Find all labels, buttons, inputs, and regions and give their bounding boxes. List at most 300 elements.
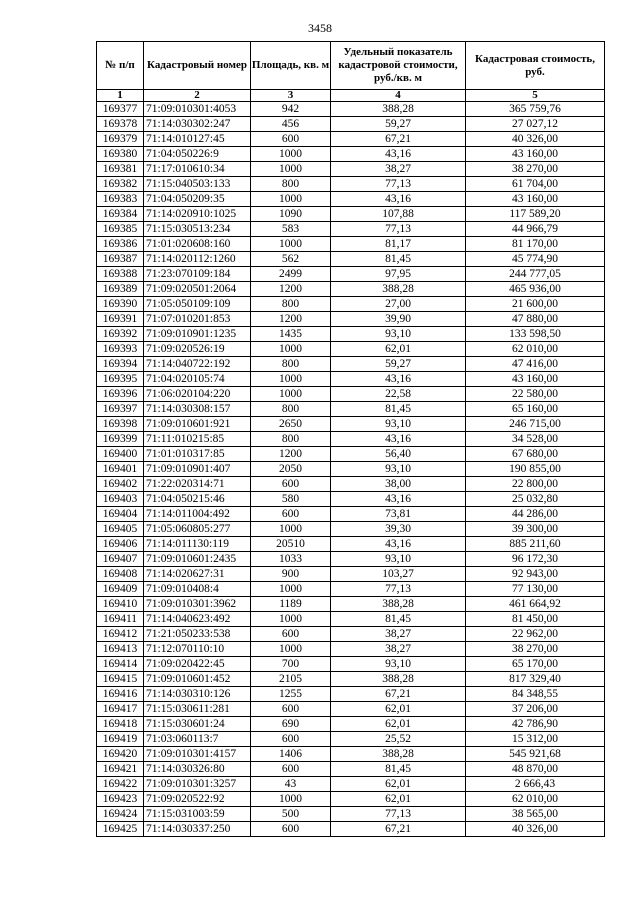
cell-row-number: 169393 [97, 342, 144, 357]
cell-cadastral-number: 71:09:010408:4 [144, 582, 251, 597]
cell-cadastral-number: 71:14:040722:192 [144, 357, 251, 372]
table-row [97, 447, 605, 462]
cell-row-number: 169407 [97, 552, 144, 567]
cell-area: 600 [251, 822, 331, 837]
cell-cadastral-number: 71:05:060805:277 [144, 522, 251, 537]
cell-cadastral-value: 22 580,00 [466, 387, 605, 402]
cell-row-number: 169415 [97, 672, 144, 687]
cell-cadastral-value: 133 598,50 [466, 327, 605, 342]
cell-row-number: 169402 [97, 477, 144, 492]
cell-cadastral-number: 71:15:030601:24 [144, 717, 251, 732]
cell-row-number: 169409 [97, 582, 144, 597]
cell-cadastral-number: 71:14:030337:250 [144, 822, 251, 837]
cell-row-number: 169416 [97, 687, 144, 702]
cell-cadastral-number: 71:23:070109:184 [144, 267, 251, 282]
cell-specific-value: 97,95 [331, 267, 466, 282]
cell-cadastral-number: 71:09:010601:2435 [144, 552, 251, 567]
cell-specific-value: 93,10 [331, 417, 466, 432]
cell-row-number: 169424 [97, 807, 144, 822]
cell-cadastral-value: 27 027,12 [466, 117, 605, 132]
cell-cadastral-number: 71:09:020522:92 [144, 792, 251, 807]
cell-cadastral-value: 61 704,00 [466, 177, 605, 192]
cell-cadastral-value: 21 600,00 [466, 297, 605, 312]
cell-specific-value: 67,21 [331, 822, 466, 837]
cell-row-number: 169378 [97, 117, 144, 132]
cell-row-number: 169377 [97, 102, 144, 117]
cell-cadastral-value: 81 170,00 [466, 237, 605, 252]
cell-specific-value: 59,27 [331, 357, 466, 372]
table-row [97, 672, 605, 687]
cell-area: 1000 [251, 522, 331, 537]
cell-row-number: 169406 [97, 537, 144, 552]
cell-row-number: 169380 [97, 147, 144, 162]
table-row [97, 552, 605, 567]
table-row [97, 207, 605, 222]
cell-cadastral-value: 15 312,00 [466, 732, 605, 747]
cell-specific-value: 43,16 [331, 147, 466, 162]
cell-specific-value: 107,88 [331, 207, 466, 222]
table-row [97, 282, 605, 297]
cell-cadastral-value: 38 565,00 [466, 807, 605, 822]
cell-area: 1000 [251, 612, 331, 627]
table-row [97, 297, 605, 312]
column-number: 4 [331, 90, 466, 102]
cell-cadastral-value: 96 172,30 [466, 552, 605, 567]
cell-row-number: 169410 [97, 597, 144, 612]
cell-specific-value: 388,28 [331, 282, 466, 297]
cell-cadastral-value: 67 680,00 [466, 447, 605, 462]
cell-cadastral-value: 117 589,20 [466, 207, 605, 222]
cell-cadastral-value: 365 759,76 [466, 102, 605, 117]
cell-specific-value: 77,13 [331, 177, 466, 192]
cell-cadastral-number: 71:01:020608:160 [144, 237, 251, 252]
header-cadastral-number: Кадастровый номер [144, 42, 251, 90]
cell-area: 600 [251, 762, 331, 777]
cell-cadastral-value: 817 329,40 [466, 672, 605, 687]
cell-specific-value: 39,90 [331, 312, 466, 327]
cell-cadastral-value: 25 032,80 [466, 492, 605, 507]
cell-specific-value: 22,58 [331, 387, 466, 402]
cell-area: 1000 [251, 237, 331, 252]
cell-row-number: 169400 [97, 447, 144, 462]
cell-cadastral-number: 71:06:020104:220 [144, 387, 251, 402]
cell-cadastral-value: 77 130,00 [466, 582, 605, 597]
cell-specific-value: 67,21 [331, 132, 466, 147]
table-row [97, 687, 605, 702]
cell-row-number: 169420 [97, 747, 144, 762]
cell-area: 20510 [251, 537, 331, 552]
cell-specific-value: 38,27 [331, 642, 466, 657]
table-row [97, 492, 605, 507]
cell-specific-value: 39,30 [331, 522, 466, 537]
table-row [97, 462, 605, 477]
cell-specific-value: 93,10 [331, 552, 466, 567]
cell-row-number: 169396 [97, 387, 144, 402]
cell-row-number: 169383 [97, 192, 144, 207]
cell-row-number: 169425 [97, 822, 144, 837]
cell-specific-value: 103,27 [331, 567, 466, 582]
cell-area: 562 [251, 252, 331, 267]
table-row [97, 807, 605, 822]
cell-cadastral-number: 71:14:020112:1260 [144, 252, 251, 267]
cell-cadastral-value: 244 777,05 [466, 267, 605, 282]
table-row [97, 252, 605, 267]
cell-row-number: 169394 [97, 357, 144, 372]
cell-area: 1200 [251, 447, 331, 462]
table-row [97, 747, 605, 762]
table-row [97, 732, 605, 747]
table-row [97, 162, 605, 177]
table-row [97, 132, 605, 147]
cell-specific-value: 93,10 [331, 327, 466, 342]
cell-cadastral-number: 71:14:020627:31 [144, 567, 251, 582]
cadastre-table [96, 41, 605, 837]
table-header [97, 42, 605, 102]
cell-row-number: 169386 [97, 237, 144, 252]
cell-specific-value: 27,00 [331, 297, 466, 312]
table-row [97, 327, 605, 342]
cell-specific-value: 43,16 [331, 192, 466, 207]
cell-specific-value: 388,28 [331, 747, 466, 762]
cell-area: 1406 [251, 747, 331, 762]
table-row [97, 717, 605, 732]
cell-row-number: 169401 [97, 462, 144, 477]
cell-area: 1000 [251, 792, 331, 807]
table-row [97, 387, 605, 402]
cell-row-number: 169414 [97, 657, 144, 672]
cell-area: 800 [251, 177, 331, 192]
cell-specific-value: 43,16 [331, 492, 466, 507]
cell-row-number: 169390 [97, 297, 144, 312]
cell-cadastral-value: 43 160,00 [466, 147, 605, 162]
page-number: 3458 [308, 21, 332, 35]
cell-row-number: 169399 [97, 432, 144, 447]
table-row [97, 507, 605, 522]
table-row [97, 537, 605, 552]
cell-row-number: 169384 [97, 207, 144, 222]
cell-cadastral-value: 45 774,90 [466, 252, 605, 267]
column-number: 5 [466, 90, 605, 102]
table-row [97, 102, 605, 117]
table-row [97, 627, 605, 642]
cell-specific-value: 62,01 [331, 792, 466, 807]
cell-cadastral-number: 71:17:010610:34 [144, 162, 251, 177]
cell-cadastral-value: 190 855,00 [466, 462, 605, 477]
cell-cadastral-number: 71:09:010601:921 [144, 417, 251, 432]
cell-row-number: 169418 [97, 717, 144, 732]
cell-area: 43 [251, 777, 331, 792]
cell-specific-value: 62,01 [331, 702, 466, 717]
cell-row-number: 169392 [97, 327, 144, 342]
cell-row-number: 169404 [97, 507, 144, 522]
cell-area: 2650 [251, 417, 331, 432]
table-row [97, 372, 605, 387]
cell-cadastral-value: 246 715,00 [466, 417, 605, 432]
cell-cadastral-number: 71:14:030326:80 [144, 762, 251, 777]
cell-specific-value: 81,45 [331, 402, 466, 417]
cell-cadastral-number: 71:14:011130:119 [144, 537, 251, 552]
cell-cadastral-value: 40 326,00 [466, 822, 605, 837]
table-row [97, 222, 605, 237]
cell-cadastral-value: 81 450,00 [466, 612, 605, 627]
cell-area: 600 [251, 627, 331, 642]
cell-area: 690 [251, 717, 331, 732]
column-number-row [97, 90, 605, 102]
cell-cadastral-number: 71:15:030611:281 [144, 702, 251, 717]
cell-specific-value: 43,16 [331, 537, 466, 552]
cell-row-number: 169408 [97, 567, 144, 582]
cell-cadastral-number: 71:14:011004:492 [144, 507, 251, 522]
cell-row-number: 169423 [97, 792, 144, 807]
table-row [97, 237, 605, 252]
cell-row-number: 169395 [97, 372, 144, 387]
cell-area: 1000 [251, 147, 331, 162]
cell-cadastral-number: 71:22:020314:71 [144, 477, 251, 492]
cell-specific-value: 67,21 [331, 687, 466, 702]
table-row [97, 357, 605, 372]
cell-cadastral-value: 43 160,00 [466, 372, 605, 387]
cell-area: 1200 [251, 312, 331, 327]
cell-area: 1189 [251, 597, 331, 612]
cell-cadastral-value: 34 528,00 [466, 432, 605, 447]
cell-cadastral-value: 2 666,43 [466, 777, 605, 792]
cell-area: 900 [251, 567, 331, 582]
table-row [97, 567, 605, 582]
table-row [97, 312, 605, 327]
cell-cadastral-value: 48 870,00 [466, 762, 605, 777]
cell-area: 1000 [251, 162, 331, 177]
table-row [97, 597, 605, 612]
cell-area: 700 [251, 657, 331, 672]
cell-area: 1000 [251, 192, 331, 207]
cell-area: 800 [251, 402, 331, 417]
cell-specific-value: 38,00 [331, 477, 466, 492]
header-specific-value: Удельный показатель кадастровой стоимости, руб./кв. м [331, 42, 466, 90]
cell-area: 942 [251, 102, 331, 117]
cell-row-number: 169398 [97, 417, 144, 432]
cell-cadastral-number: 71:09:010901:1235 [144, 327, 251, 342]
cell-specific-value: 81,45 [331, 612, 466, 627]
table-row [97, 267, 605, 282]
cell-cadastral-value: 465 936,00 [466, 282, 605, 297]
cell-cadastral-number: 71:12:070110:10 [144, 642, 251, 657]
cell-cadastral-value: 39 300,00 [466, 522, 605, 537]
column-number: 1 [97, 90, 144, 102]
cell-cadastral-value: 92 943,00 [466, 567, 605, 582]
cell-area: 600 [251, 732, 331, 747]
table-row [97, 192, 605, 207]
table-row [97, 417, 605, 432]
cell-specific-value: 388,28 [331, 597, 466, 612]
cell-cadastral-value: 545 921,68 [466, 747, 605, 762]
cell-cadastral-number: 71:09:020526:19 [144, 342, 251, 357]
cell-cadastral-number: 71:07:010201:853 [144, 312, 251, 327]
cell-area: 1200 [251, 282, 331, 297]
table-row [97, 762, 605, 777]
column-number: 3 [251, 90, 331, 102]
cell-cadastral-number: 71:14:020910:1025 [144, 207, 251, 222]
table-row [97, 342, 605, 357]
cell-cadastral-value: 62 010,00 [466, 342, 605, 357]
cell-area: 2050 [251, 462, 331, 477]
cell-cadastral-value: 40 326,00 [466, 132, 605, 147]
cell-area: 1033 [251, 552, 331, 567]
cell-area: 1435 [251, 327, 331, 342]
cell-area: 800 [251, 432, 331, 447]
cell-cadastral-value: 47 416,00 [466, 357, 605, 372]
cell-specific-value: 388,28 [331, 102, 466, 117]
cell-cadastral-value: 42 786,90 [466, 717, 605, 732]
column-number: 2 [144, 90, 251, 102]
cell-cadastral-value: 65 170,00 [466, 657, 605, 672]
cell-specific-value: 43,16 [331, 432, 466, 447]
cell-cadastral-number: 71:04:050215:46 [144, 492, 251, 507]
cell-row-number: 169391 [97, 312, 144, 327]
cell-specific-value: 62,01 [331, 777, 466, 792]
cell-area: 1000 [251, 372, 331, 387]
table-row [97, 642, 605, 657]
cell-specific-value: 93,10 [331, 462, 466, 477]
cell-row-number: 169419 [97, 732, 144, 747]
cell-cadastral-value: 84 348,55 [466, 687, 605, 702]
cell-cadastral-number: 71:14:030302:247 [144, 117, 251, 132]
cell-cadastral-value: 38 270,00 [466, 642, 605, 657]
table-row [97, 822, 605, 837]
header-row-number: № п/п [97, 42, 144, 90]
cell-area: 583 [251, 222, 331, 237]
table-row [97, 792, 605, 807]
cell-cadastral-number: 71:15:040503:133 [144, 177, 251, 192]
cell-cadastral-number: 71:14:040623:492 [144, 612, 251, 627]
cell-area: 2105 [251, 672, 331, 687]
cell-row-number: 169387 [97, 252, 144, 267]
cell-specific-value: 59,27 [331, 117, 466, 132]
cell-cadastral-number: 71:14:030308:157 [144, 402, 251, 417]
cell-area: 600 [251, 477, 331, 492]
table-row [97, 612, 605, 627]
cell-row-number: 169389 [97, 282, 144, 297]
cell-area: 1000 [251, 342, 331, 357]
cell-row-number: 169405 [97, 522, 144, 537]
cell-cadastral-number: 71:03:060113:7 [144, 732, 251, 747]
cell-cadastral-number: 71:11:010215:85 [144, 432, 251, 447]
cell-area: 600 [251, 132, 331, 147]
cell-specific-value: 81,45 [331, 762, 466, 777]
cell-area: 500 [251, 807, 331, 822]
table-row [97, 657, 605, 672]
cell-cadastral-value: 62 010,00 [466, 792, 605, 807]
cell-cadastral-value: 65 160,00 [466, 402, 605, 417]
table-row [97, 522, 605, 537]
cell-cadastral-number: 71:09:010601:452 [144, 672, 251, 687]
table-row [97, 147, 605, 162]
cell-area: 1000 [251, 642, 331, 657]
cell-cadastral-value: 43 160,00 [466, 192, 605, 207]
cell-cadastral-number: 71:15:030513:234 [144, 222, 251, 237]
cell-specific-value: 73,81 [331, 507, 466, 522]
cell-cadastral-number: 71:15:031003:59 [144, 807, 251, 822]
cell-cadastral-value: 44 966,79 [466, 222, 605, 237]
cell-specific-value: 43,16 [331, 372, 466, 387]
cell-specific-value: 81,17 [331, 237, 466, 252]
cell-row-number: 169388 [97, 267, 144, 282]
table-row [97, 177, 605, 192]
cell-area: 1000 [251, 387, 331, 402]
cell-specific-value: 388,28 [331, 672, 466, 687]
cell-row-number: 169421 [97, 762, 144, 777]
cell-cadastral-number: 71:14:030310:126 [144, 687, 251, 702]
cell-cadastral-number: 71:05:050109:109 [144, 297, 251, 312]
table-row [97, 402, 605, 417]
cell-cadastral-value: 461 664,92 [466, 597, 605, 612]
table-row [97, 702, 605, 717]
cell-cadastral-number: 71:09:010301:4157 [144, 747, 251, 762]
cell-cadastral-value: 38 270,00 [466, 162, 605, 177]
table-row [97, 477, 605, 492]
cell-area: 2499 [251, 267, 331, 282]
cell-cadastral-value: 44 286,00 [466, 507, 605, 522]
table-row [97, 432, 605, 447]
table-body [97, 102, 605, 837]
cell-specific-value: 77,13 [331, 222, 466, 237]
cell-cadastral-number: 71:21:050233:538 [144, 627, 251, 642]
cell-specific-value: 93,10 [331, 657, 466, 672]
cell-row-number: 169413 [97, 642, 144, 657]
cell-cadastral-number: 71:04:050209:35 [144, 192, 251, 207]
cell-cadastral-value: 47 880,00 [466, 312, 605, 327]
cell-row-number: 169397 [97, 402, 144, 417]
cell-specific-value: 38,27 [331, 162, 466, 177]
cell-specific-value: 77,13 [331, 582, 466, 597]
cell-area: 1255 [251, 687, 331, 702]
header-cadastral-value: Кадастровая стоимость, руб. [466, 42, 605, 90]
cell-row-number: 169382 [97, 177, 144, 192]
cell-cadastral-value: 37 206,00 [466, 702, 605, 717]
cell-cadastral-number: 71:09:020501:2064 [144, 282, 251, 297]
cell-row-number: 169412 [97, 627, 144, 642]
cell-row-number: 169422 [97, 777, 144, 792]
cell-area: 600 [251, 507, 331, 522]
cell-cadastral-number: 71:09:010301:3962 [144, 597, 251, 612]
cell-cadastral-number: 71:14:010127:45 [144, 132, 251, 147]
cell-row-number: 169385 [97, 222, 144, 237]
cell-area: 800 [251, 357, 331, 372]
cell-area: 800 [251, 297, 331, 312]
cell-row-number: 169381 [97, 162, 144, 177]
cell-cadastral-number: 71:09:020422:45 [144, 657, 251, 672]
cell-cadastral-number: 71:09:010301:3257 [144, 777, 251, 792]
cell-specific-value: 77,13 [331, 807, 466, 822]
cell-cadastral-value: 22 962,00 [466, 627, 605, 642]
cell-area: 1000 [251, 582, 331, 597]
cell-cadastral-value: 885 211,60 [466, 537, 605, 552]
header-area: Площадь, кв. м [251, 42, 331, 90]
table-row [97, 117, 605, 132]
cell-area: 456 [251, 117, 331, 132]
cell-cadastral-value: 22 800,00 [466, 477, 605, 492]
cell-specific-value: 38,27 [331, 627, 466, 642]
cell-area: 580 [251, 492, 331, 507]
cell-cadastral-number: 71:09:010901:407 [144, 462, 251, 477]
cell-cadastral-number: 71:04:020105:74 [144, 372, 251, 387]
cell-area: 600 [251, 702, 331, 717]
cell-specific-value: 81,45 [331, 252, 466, 267]
cell-cadastral-number: 71:01:010317:85 [144, 447, 251, 462]
cell-cadastral-number: 71:09:010301:4053 [144, 102, 251, 117]
cell-specific-value: 62,01 [331, 717, 466, 732]
cell-row-number: 169403 [97, 492, 144, 507]
cell-specific-value: 25,52 [331, 732, 466, 747]
